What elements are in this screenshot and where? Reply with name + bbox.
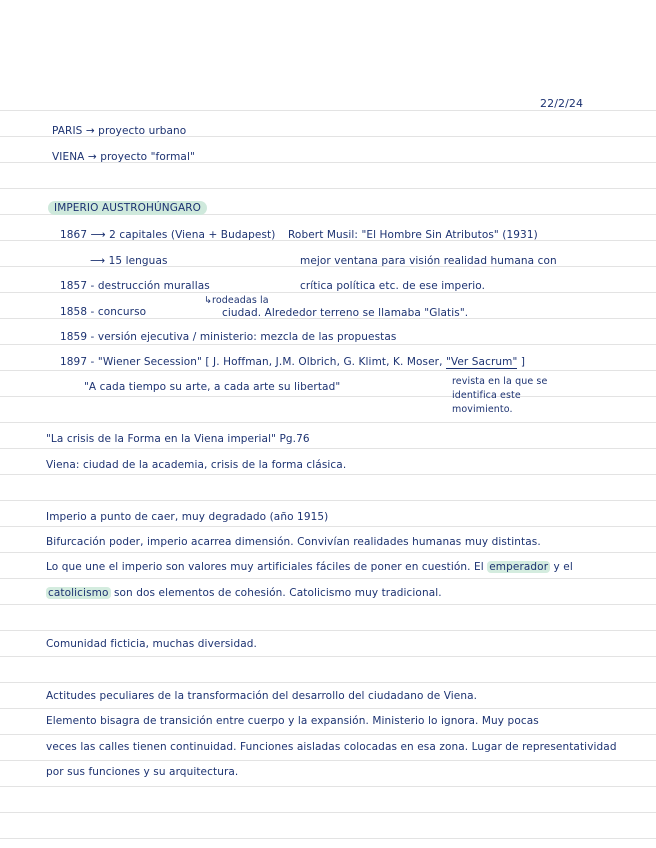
line-lo-que-une: [46, 560, 573, 574]
line-1897-prefix: 1897 - "Wiener Secession" [ J. Hoffman, J.M. Olbrich, G. Klimt, K. Moser,: [60, 356, 446, 368]
secession-quote: "A cada tiempo su arte, a cada arte su libertad": [84, 381, 341, 393]
line-1867-languages: ⟶ 15 lenguas: [90, 255, 168, 267]
line-imperio-punto: Imperio a punto de caer, muy degradado (año 1915): [46, 511, 329, 523]
line-mejor-ventana: mejor ventana para visión realidad humana con: [300, 255, 557, 267]
catolicismo-highlight: catolicismo: [48, 587, 109, 599]
line-elemento: Elemento bisagra de transición entre cuerpo y la expansión. Ministerio lo ignora. Muy pocas: [46, 715, 539, 727]
line-1897-suffix: ]: [517, 356, 526, 368]
line-viena: VIENA → proyecto "formal": [52, 151, 195, 163]
revista-note-1: revista en la que se: [452, 376, 548, 387]
note-date: 22/2/24: [540, 97, 584, 110]
catolicismo-text: son dos elementos de cohesión. Catolicismo muy tradicional.: [110, 587, 442, 599]
line-1859: 1859 - versión ejecutiva / ministerio: mezcla de las propuestas: [60, 331, 397, 343]
revista-note-2: identifica este: [452, 390, 521, 401]
emperador-highlight: emperador: [489, 561, 549, 573]
line-veces: veces las calles tienen continuidad. Funciones aisladas colocadas en esa zona. Lugar de representatividad: [46, 741, 617, 753]
section-heading: [48, 201, 207, 215]
line-1897: [60, 355, 525, 369]
line-1858: 1858 - concurso: [60, 306, 147, 318]
line-viena-ciudad: Viena: ciudad de la academia, crisis de la forma clásica.: [46, 459, 347, 471]
line-1857: 1857 - destrucción murallas: [60, 280, 210, 292]
lo-que-une-suffix: y el: [550, 561, 573, 573]
lo-que-une-text: Lo que une el imperio son valores muy artificiales fáciles de poner en cuestión. El: [46, 561, 488, 573]
line-ciudad: ciudad. Alrededor terreno se llamaba "Glatis".: [222, 307, 469, 319]
line-catolicismo: [46, 586, 442, 600]
line-critica: crítica política etc. de ese imperio.: [300, 280, 486, 292]
line-bifurcacion: Bifurcación poder, imperio acarrea dimensión. Convivían realidades humanas muy distintas.: [46, 536, 541, 548]
line-por-sus: por sus funciones y su arquitectura.: [46, 766, 239, 778]
line-actitudes: Actitudes peculiares de la transformación del desarrollo del ciudadano de Viena.: [46, 690, 478, 702]
line-1867-capitals: 1867 ⟶ 2 capitales (Viena + Budapest): [60, 229, 276, 241]
line-crisis-forma: "La crisis de la Forma en la Viena imperial" Pg.76: [46, 433, 310, 445]
line-robert-musil: Robert Musil: "El Hombre Sin Atributos" (1931): [288, 229, 538, 241]
line-comunidad: Comunidad ficticia, muchas diversidad.: [46, 638, 257, 650]
ver-sacrum: "Ver Sacrum": [445, 356, 518, 368]
note-rodeadas: ↳rodeadas la: [204, 295, 269, 306]
page-top-margin: [0, 0, 656, 85]
heading-highlight: IMPERIO AUSTROHÚNGARO: [48, 201, 207, 215]
revista-note-3: movimiento.: [452, 404, 513, 415]
line-paris: PARIS → proyecto urbano: [52, 125, 187, 137]
